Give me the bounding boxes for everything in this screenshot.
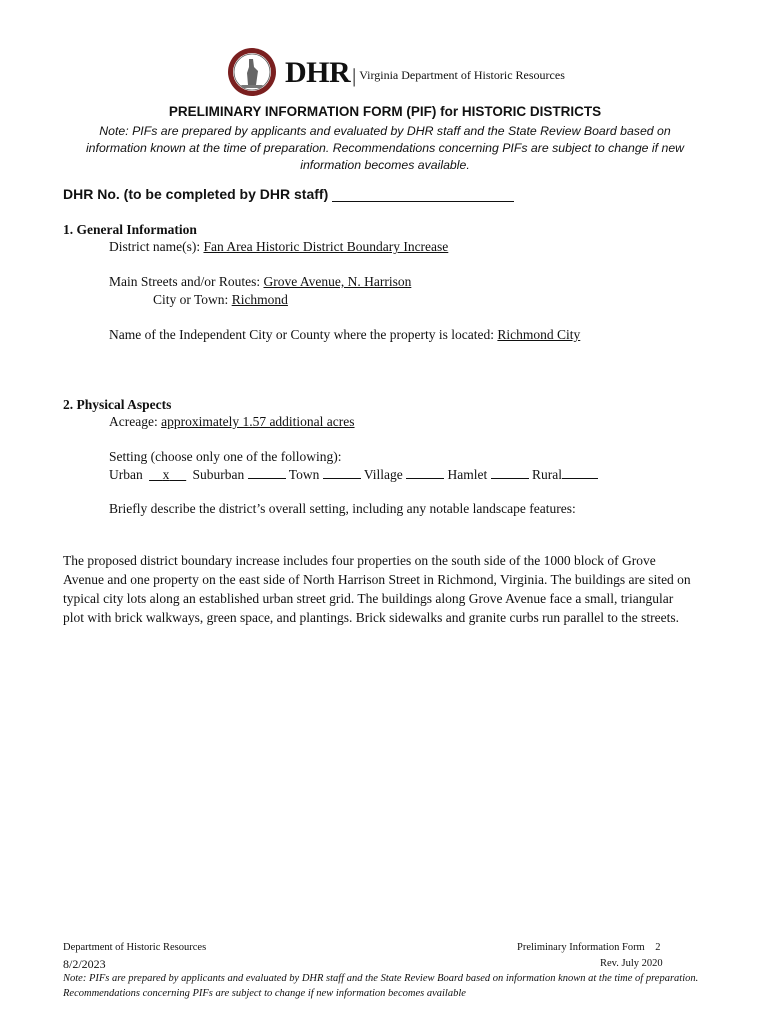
county-row [109,327,580,343]
describe-prompt: Briefly describe the district’s overall setting, including any notable landscape features: [109,501,576,516]
footer-page-number: 2 [655,942,661,953]
footer-date: 8/2/2023 [63,957,106,971]
form-note: Note: PIFs are prepared by applicants and evaluated by DHR staff and the State Review Board based on information known at the time of preparation. Recommendations concerning PIFs are subject to change if new information becomes available. [85,124,685,172]
setting-suburban-blank[interactable] [248,466,286,479]
form-title: PRELIMINARY INFORMATION FORM (PIF) for HISTORIC DISTRICTS [168,104,602,119]
setting-town-label: Town [288,467,320,482]
setting-rural-label: Rural [532,467,563,482]
setting-urban-mark: x [162,467,170,482]
footer-revision: Rev. July 2020 [600,958,663,969]
dhr-number-field [63,186,514,202]
setting-urban-label: Urban [109,467,143,482]
setting-village-blank[interactable] [406,466,444,479]
district-name-row [109,239,448,255]
main-streets-value[interactable]: Grove Avenue, N. Harrison [263,274,412,289]
county-label: Name of the Independent City or County where the property is located: [109,327,495,342]
county-value[interactable]: Richmond City [497,327,581,342]
dhr-number-blank[interactable] [332,187,514,202]
district-name-label: District name(s): [109,239,201,254]
setting-rural-blank[interactable] [562,466,598,479]
city-town-row [153,292,288,308]
logo-abbr: DHR [285,56,351,89]
logo-separator: | [352,65,357,87]
setting-urban-blank[interactable] [146,467,189,482]
setting-description[interactable]: The proposed district boundary increase includes four properties on the south side of the 1000 block of Grove Avenue and one property on the east side of North Harrison Street in Richmond, Virginia. The buildings are sited on typical city lots along an established urban street grid. The buildings along Grove Avenue face a small, triangular plot with brick walkways, green space, and plantings. Brick sidewalks and granite curbs run parallel to the streets. [63,553,691,625]
acreage-label: Acreage: [109,414,158,429]
footer-note: Note: PIFs are prepared by applicants and evaluated by DHR staff and the State Review Board based on information known at the time of preparation. Recommendations concerning PIFs are subject to change if new information becomes available [63,973,699,999]
city-town-value[interactable]: Richmond [231,292,288,307]
section-physical-heading: 2. Physical Aspects [63,397,172,412]
footer-form-label: Preliminary Information Form [517,942,645,953]
setting-town-blank[interactable] [323,466,361,479]
main-streets-label: Main Streets and/or Routes: [109,274,261,289]
dhr-number-label: DHR No. (to be completed by DHR staff) [63,186,329,202]
setting-hamlet-label: Hamlet [447,467,488,482]
section-general-heading: 1. General Information [63,222,197,237]
virginia-seal-icon [227,47,277,97]
footer-form-name [517,942,660,953]
logo-org-name: Virginia Department of Historic Resources [359,68,565,82]
city-town-label: City or Town: [153,292,229,307]
dhr-logo [285,56,565,88]
district-name-value[interactable]: Fan Area Historic District Boundary Increase [203,239,449,254]
setting-suburban-label: Suburban [192,467,245,482]
acreage-value[interactable]: approximately 1.57 additional acres [161,414,355,429]
setting-village-label: Village [363,467,403,482]
footer-org: Department of Historic Resources [63,942,207,953]
setting-hamlet-blank[interactable] [491,466,529,479]
setting-options-row [109,466,598,483]
main-streets-row [109,274,411,290]
acreage-row [109,414,355,430]
setting-label: Setting (choose only one of the following): [109,449,342,464]
